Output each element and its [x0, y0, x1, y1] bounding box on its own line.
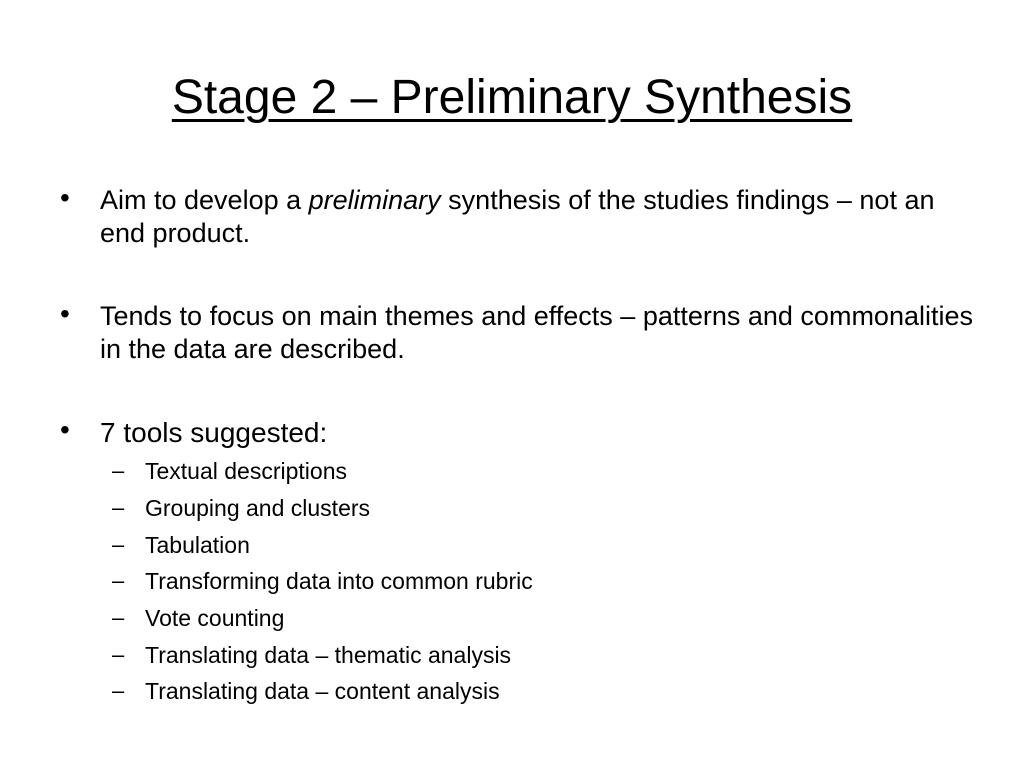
tool-list-item — [0, 530, 1000, 566]
bullet-marker: • — [60, 414, 70, 445]
bullet-marker: • — [60, 298, 70, 329]
tool-list-item — [0, 456, 1000, 492]
bullet-text-start: Aim to develop a — [100, 185, 309, 215]
bullet-text-end: synthesis of the studies findings – not an end product. — [100, 185, 935, 248]
bullet-text: Tends to focus on main themes and effects – patterns and commonalities in the data are described. — [100, 301, 973, 364]
bullet-marker: • — [60, 182, 70, 213]
bullet-text: 7 tools suggested: — [100, 417, 328, 448]
tool-label: Grouping and clusters — [145, 495, 371, 521]
tool-label: Transforming data into common rubric — [145, 568, 533, 594]
tool-label: Tabulation — [145, 532, 250, 558]
sub-bullet-marker: – — [112, 605, 125, 630]
tool-list-item — [0, 603, 1000, 639]
tool-list-item — [0, 640, 1000, 676]
sub-bullet-marker: – — [112, 495, 125, 520]
sub-bullet-marker: – — [112, 678, 125, 703]
tool-list-item — [0, 493, 1000, 529]
tool-label: Translating data – content analysis — [145, 678, 500, 704]
sub-bullet-marker: – — [112, 458, 125, 483]
bullet-text — [100, 184, 980, 250]
tool-list-item — [0, 566, 1000, 602]
bullet-text-emphasis: preliminary — [308, 185, 441, 215]
sub-bullet-marker: – — [112, 532, 125, 557]
sub-bullet-marker: – — [112, 568, 125, 593]
tool-label: Textual descriptions — [145, 458, 347, 484]
tool-label: Translating data – thematic analysis — [145, 642, 512, 668]
tool-label: Vote counting — [145, 605, 285, 631]
slide-title: Stage 2 – Preliminary Synthesis — [171, 71, 853, 124]
sub-bullet-marker: – — [112, 642, 125, 667]
tool-list-item — [0, 676, 1000, 712]
